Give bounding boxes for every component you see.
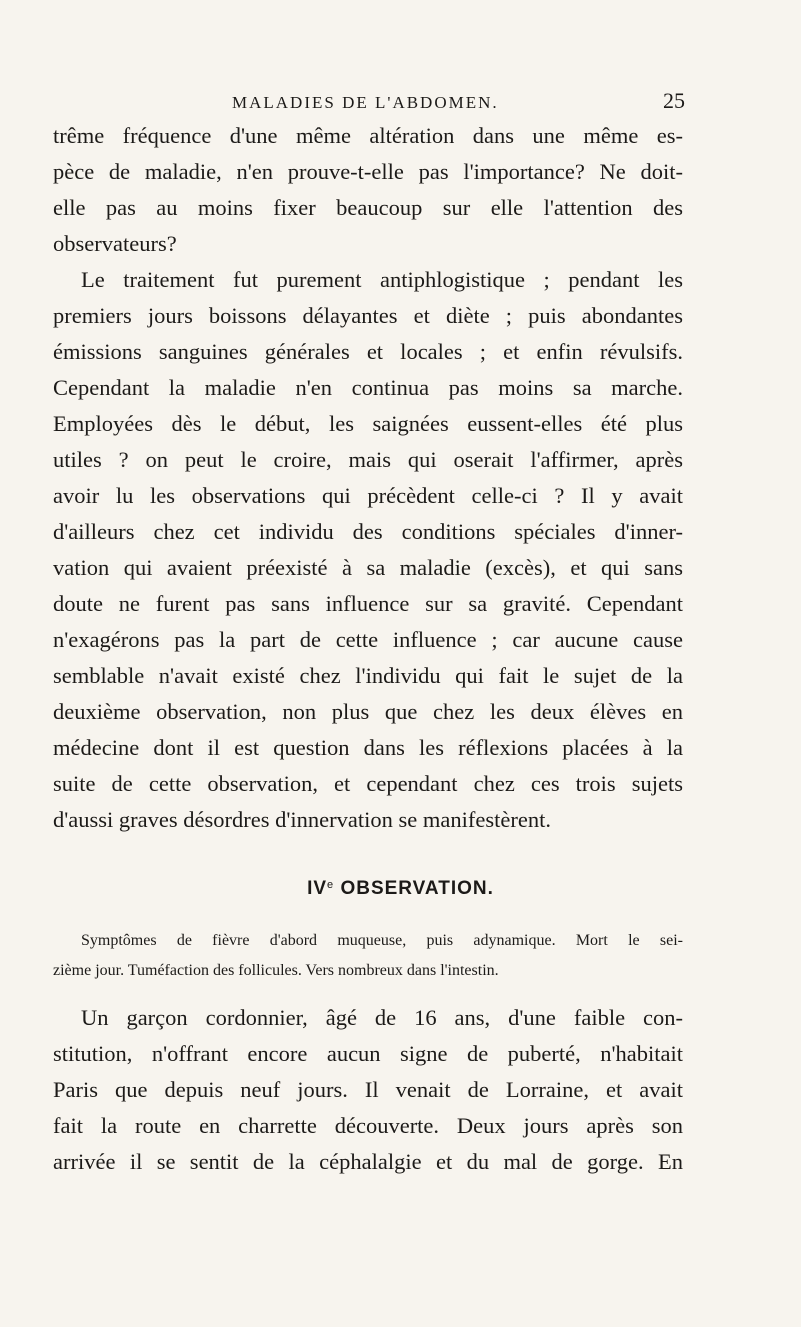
text-line: stitution, n'offrant encore aucun signe de puberté, n'habitait xyxy=(53,1041,683,1066)
text-line: d'ailleurs chez cet individu des conditions spéciales d'inner- xyxy=(53,519,683,544)
text-line: Le traitement fut purement antiphlogistique ; pendant les xyxy=(81,267,683,292)
text-line: Employées dès le début, les saignées eussent-elles été plus xyxy=(53,411,683,436)
observation-title: OBSERVATION. xyxy=(340,878,494,899)
observation-numeral: IV xyxy=(307,878,328,899)
paragraph-2 xyxy=(53,262,683,838)
text-line: doute ne furent pas sans influence sur sa gravité. Cependant xyxy=(53,591,683,616)
observation-numeral-suffix: e xyxy=(327,879,335,891)
text-line: premiers jours boissons délayantes et diète ; puis abondantes xyxy=(53,303,683,328)
text-line: médecine dont il est question dans les réflexions placées à la xyxy=(53,735,683,760)
text-line: observateurs? xyxy=(53,231,177,256)
paragraph-3 xyxy=(53,1000,683,1180)
text-line: n'exagérons pas la part de cette influence ; car aucune cause xyxy=(53,627,683,652)
text-line: Cependant la maladie n'en continua pas moins sa marche. xyxy=(53,375,683,400)
text-line: d'aussi graves désordres d'innervation se manifestèrent. xyxy=(53,807,551,832)
text-line: Un garçon cordonnier, âgé de 16 ans, d'une faible con- xyxy=(81,1005,683,1030)
paragraph-1 xyxy=(53,118,683,262)
page-number: 25 xyxy=(663,88,685,113)
text-line: trême fréquence d'une même altération dans une même es- xyxy=(53,123,683,148)
summary-line: Symptômes de fièvre d'abord muqueuse, puis adynamique. Mort le sei- xyxy=(81,932,683,949)
text-line: vation qui avaient préexisté à sa maladie (excès), et qui sans xyxy=(53,555,683,580)
text-line: semblable n'avait existé chez l'individu qui fait le sujet de la xyxy=(53,663,683,688)
text-line: suite de cette observation, et cependant chez ces trois sujets xyxy=(53,771,683,796)
text-line: émissions sanguines générales et locales ; et enfin révulsifs. xyxy=(53,339,683,364)
text-line: arrivée il se sentit de la céphalalgie et du mal de gorge. En xyxy=(53,1149,683,1174)
text-line: deuxième observation, non plus que chez les deux élèves en xyxy=(53,699,683,724)
text-line: pèce de maladie, n'en prouve-t-elle pas l'importance? Ne doit- xyxy=(53,159,683,184)
observation-summary xyxy=(53,926,683,986)
text-line: Paris que depuis neuf jours. Il venait de Lorraine, et avait xyxy=(53,1077,683,1102)
text-line: elle pas au moins fixer beaucoup sur elle l'attention des xyxy=(53,195,683,220)
running-title: MALADIES DE L'ABDOMEN. xyxy=(232,93,499,112)
text-line: avoir lu les observations qui précèdent celle-ci ? Il y avait xyxy=(53,483,683,508)
text-line: utiles ? on peut le croire, mais qui oserait l'affirmer, après xyxy=(53,447,683,472)
summary-line: zième jour. Tuméfaction des follicules. Vers nombreux dans l'intestin. xyxy=(53,962,499,979)
observation-heading xyxy=(0,878,801,900)
text-line: fait la route en charrette découverte. Deux jours après son xyxy=(53,1113,683,1138)
